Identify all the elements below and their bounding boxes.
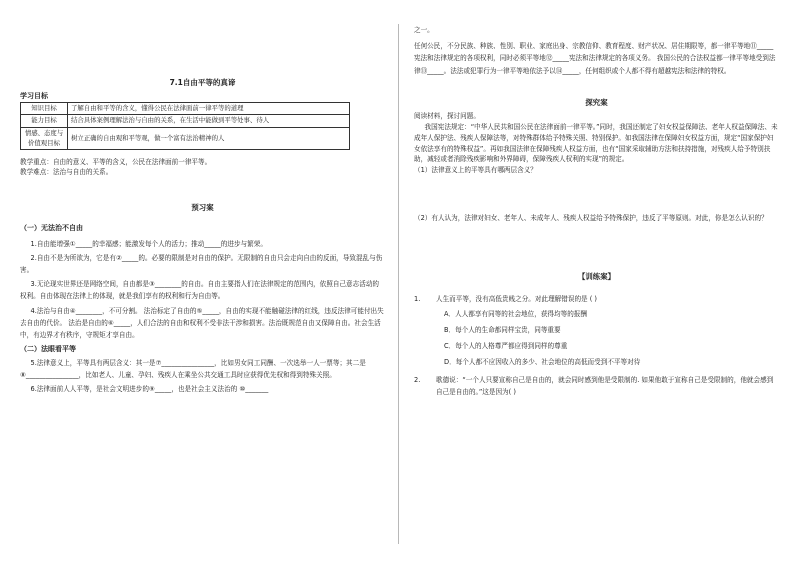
column-divider [398,24,399,544]
question-number: 1. [414,294,421,303]
question-item [414,295,779,305]
section-1-para: 2.自由不是为所欲为，它是有②_____的。必要的限制是对自由的保护。无限制的自由只会走向自由的反面，导致混乱与伤害。 [20,253,383,274]
goal-value: 了解自由和平等的含义，懂得公民在法律面前一律平等的道理 [68,102,350,115]
key-point: 教学重点：自由的意义、平等的含义，公民在法律面前一律平等。 [20,158,212,167]
explore-question-2: （2）有人认为，法律对妇女、老年人、未成年人、残疾人权益给予特殊保护，违反了平等原则。对此，你是怎么认识的？ [414,213,768,222]
question-text: 人生而平等，没有高低贵贱之分。对此理解错误的是 ( ) [436,294,597,303]
goals-row [21,127,350,149]
goal-value: 树立正确的自由观和平等观，做一个富有法治精神的人 [68,127,350,149]
preview-heading: 预习案 [191,202,214,212]
goals-row [21,115,350,128]
question-option: D．每个人都不应因收入的多少、社会地位的高低而受到不平等对待 [444,358,641,367]
question-option: B．每个人的生命都同样宝贵，同等重要 [444,326,561,335]
goals-row [21,102,350,115]
goal-key: 知识目标 [21,102,68,115]
section-1-para: 3.无论现实世界还是网络空间，自由都是③________的自由。自由主要指人们在法律规定的范围内，依照自己意志活动的权利。自由体现在法律上的体现，就是我们享有的权利和行为自由等。 [20,280,380,301]
paragraph-7: 任何公民，不分民族、种族、性别、职业、家庭出身、宗教信仰、教育程度、财产状况、居住期限等，都一律平等地⑪_____宪法和法律规定的各项权利，同时必须平等地⑫_____宪法和法律规定的各项义务。 我国公民的合法权益都一律平等地受到法律⑬_____。法法或犯罪行为一律平等地依法予以⑭_____，任何组织或个人都不得有超越宪法和法律的特权。 [414,41,776,75]
explore-question-1: （1）法律意义上的平等具有哪两层含义？ [414,165,537,174]
training-heading: 【训练案】 [578,272,615,282]
continuation-text: 之一。 [414,26,434,34]
explore-heading: 探究案 [585,98,608,108]
goal-key: 能力目标 [21,115,68,128]
question-item [414,374,779,399]
section-1-para: 1.自由能增强①_____的幸福感；能激发每个人的活力；推动_____的进步与繁荣。 [30,239,267,248]
lesson-title: 7.1自由平等的真谛 [169,78,236,87]
question-text: 歌德说：“一个人只要宣称自己是自由的，就会同时感到他是受限制的. 如果他敢于宣称自己是受限制的，他就会感到自己是自由的。”这是因为( ) [436,375,774,397]
goal-key: 情感、态度与价值观目标 [21,127,68,149]
section-2-para: 6.法律面前人人平等，是社会文明进步的⑨_____，也是社会主义法治的 ⑩_______ [30,384,269,393]
section-1-heading: （一）无法治不自由 [20,224,83,233]
difficult-point: 教学难点：法治与自由的关系。 [20,168,113,177]
explore-intro: 阅读材料，探讨问题。 [414,111,480,120]
left-column [20,0,385,395]
question-number: 2. [414,375,421,384]
section-2-para: 5.法律意义上，平等具有两层含义：其一是⑦________________，比如男女同工同酬、一次选举一人一票等；其二是⑧________________，比如老人、儿童、孕妇、残疾人在乘坐公共交通工具时应获得优先权和得到特殊关照。 [20,358,366,379]
question-option: A．人人都享有同等的社会地位，获得均等的报酬 [444,310,587,319]
question-option: C．每个人的人格尊严都应得到同样的尊重 [444,342,568,351]
right-column [414,0,779,399]
goals-heading: 学习目标 [20,92,48,101]
goals-table [20,102,350,150]
goal-value: 结合具体案例理解法治与自由的关系，在生活中能做到平等处事、待人 [68,115,350,128]
section-2-heading: （二）法眼看平等 [20,345,76,354]
explore-material: 我国宪法规定：“中华人民共和国公民在法律面前一律平等。”同时，我国还制定了妇女权益保障法、老年人权益保障法、未成年人保护法、残疾人保障法等，对特殊群体给予特殊关照、特别保护。如我国法律在保障妇女权益方面，规定“国家保护妇女依法享有的特殊权益”。再如我国法律在保障残疾人权益方面，也有“国家采取辅助方法和扶持措施，对残疾人给予特别扶助，减轻或者消除残疾影响和外界障碍，保障残疾人权利的实现”的规定。 [414,123,778,164]
section-1-para: 4.法治与自由④________，不可分割。 法治标定了自由的⑤_____，自由的实现不能触碰法律的红线，违反法律可能付出失去自由的代价。 法治是自由的⑥_____，人们合法的自由和权利不受非法干涉和损害。法治既规范自由又保障自由。社会生活中，有边界才有秩序，守规矩才享自由。 [20,306,384,339]
